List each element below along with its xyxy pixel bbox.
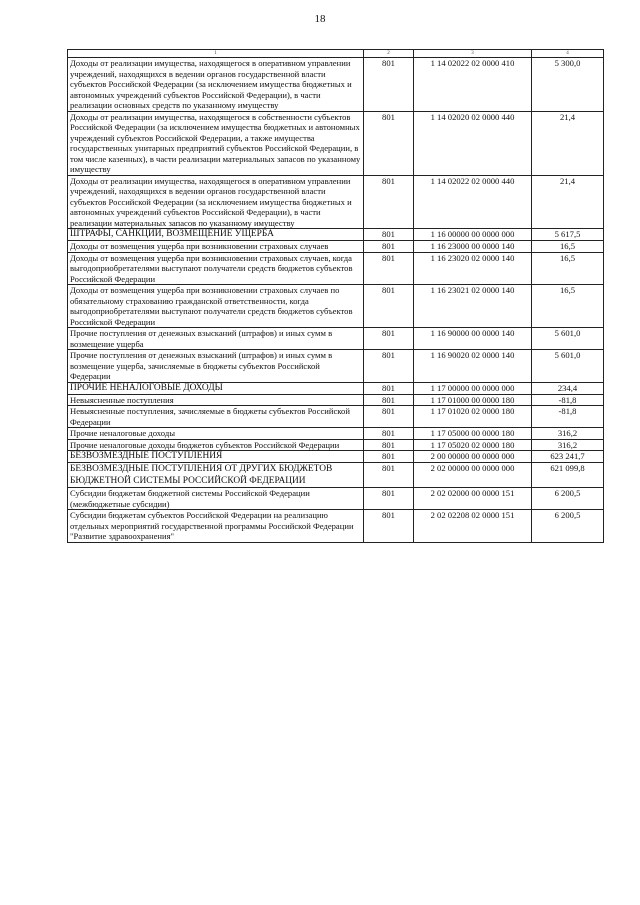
row-admin-code-cell: 801 <box>364 229 414 241</box>
table-row <box>68 451 604 463</box>
column-number-4: 4 <box>532 50 604 58</box>
table-row <box>68 382 604 394</box>
row-budget-code-cell: 2 02 02000 00 0000 151 <box>414 488 532 510</box>
row-name-cell: Прочие неналоговые доходы <box>68 428 364 440</box>
table-row <box>68 510 604 543</box>
row-admin-code-cell: 801 <box>364 350 414 383</box>
table-row <box>68 111 604 175</box>
row-name-cell: Невыясненные поступления <box>68 394 364 406</box>
row-amount-cell: 21,4 <box>532 111 604 175</box>
row-budget-code-cell: 1 16 90020 02 0000 140 <box>414 350 532 383</box>
row-name-cell: Доходы от возмещения ущерба при возникновении страховых случаев по обязательному страхованию гражданской ответственности, когда выгодоприобретателями выступают получатели средств бюджетов субъектов Российской Федерации <box>68 285 364 328</box>
row-name-cell: Доходы от возмещения ущерба при возникновении страховых случаев <box>68 241 364 253</box>
row-name-cell: Субсидии бюджетам субъектов Российской Федерации на реализацию отдельных мероприятий государственной программы Российской Федерации "Развитие здравоохранения" <box>68 510 364 543</box>
row-budget-code-cell: 1 14 02020 02 0000 440 <box>414 111 532 175</box>
row-admin-code-cell: 801 <box>364 488 414 510</box>
row-budget-code-cell: 1 14 02022 02 0000 440 <box>414 175 532 229</box>
row-budget-code-cell: 1 16 90000 00 0000 140 <box>414 328 532 350</box>
row-budget-code-cell: 1 17 01020 02 0000 180 <box>414 406 532 428</box>
row-admin-code-cell: 801 <box>364 111 414 175</box>
row-budget-code-cell: 1 16 23020 02 0000 140 <box>414 252 532 285</box>
row-name-cell: ШТРАФЫ, САНКЦИИ, ВОЗМЕЩЕНИЕ УЩЕРБА <box>68 229 364 241</box>
table-row <box>68 439 604 451</box>
row-name-cell: Прочие неналоговые доходы бюджетов субъектов Российской Федерации <box>68 439 364 451</box>
table-row <box>68 328 604 350</box>
row-budget-code-cell: 1 14 02022 02 0000 410 <box>414 58 532 112</box>
row-amount-cell: 316,2 <box>532 439 604 451</box>
row-amount-cell: 5 617,5 <box>532 229 604 241</box>
row-amount-cell: 234,4 <box>532 382 604 394</box>
row-amount-cell: 6 200,5 <box>532 488 604 510</box>
row-amount-cell: 5 601,0 <box>532 350 604 383</box>
row-admin-code-cell: 801 <box>364 328 414 350</box>
row-budget-code-cell: 1 16 00000 00 0000 000 <box>414 229 532 241</box>
row-amount-cell: 6 200,5 <box>532 510 604 543</box>
table-row <box>68 463 604 488</box>
column-number-2: 2 <box>364 50 414 58</box>
row-budget-code-cell: 1 16 23000 00 0000 140 <box>414 241 532 253</box>
row-name-cell: Доходы от реализации имущества, находящегося в оперативном управлении учреждений, находящихся в ведении органов государственной власти субъектов Российской Федерации (за исключением имущества бюджетных и автономных учреждений субъектов Российской Федерации), в части реализации основных средств по указанному имуществу <box>68 58 364 112</box>
table-row <box>68 229 604 241</box>
row-name-cell: Прочие поступления от денежных взысканий (штрафов) и иных сумм в возмещение ущерба, зачисляемые в бюджеты субъектов Российской Федерации <box>68 350 364 383</box>
row-amount-cell: -81,8 <box>532 406 604 428</box>
row-name-cell: Субсидии бюджетам бюджетной системы Российской Федерации (межбюджетные субсидии) <box>68 488 364 510</box>
table-row <box>68 406 604 428</box>
revenue-table <box>67 49 604 543</box>
row-amount-cell: -81,8 <box>532 394 604 406</box>
column-number-row <box>68 50 604 58</box>
row-name-cell: Прочие поступления от денежных взысканий (штрафов) и иных сумм в возмещение ущерба <box>68 328 364 350</box>
table-row <box>68 175 604 229</box>
row-budget-code-cell: 1 17 05000 00 0000 180 <box>414 428 532 440</box>
row-budget-code-cell: 2 02 02208 02 0000 151 <box>414 510 532 543</box>
table-row <box>68 241 604 253</box>
row-admin-code-cell: 801 <box>364 175 414 229</box>
row-budget-code-cell: 2 02 00000 00 0000 000 <box>414 463 532 488</box>
row-admin-code-cell: 801 <box>364 406 414 428</box>
row-amount-cell: 16,5 <box>532 241 604 253</box>
row-admin-code-cell: 801 <box>364 241 414 253</box>
table-row <box>68 285 604 328</box>
row-admin-code-cell: 801 <box>364 58 414 112</box>
row-amount-cell: 5 300,0 <box>532 58 604 112</box>
table-row <box>68 252 604 285</box>
row-admin-code-cell: 801 <box>364 394 414 406</box>
column-number-1: 1 <box>68 50 364 58</box>
table-row <box>68 488 604 510</box>
page-number: 18 <box>314 13 326 25</box>
row-budget-code-cell: 1 16 23021 02 0000 140 <box>414 285 532 328</box>
row-amount-cell: 16,5 <box>532 252 604 285</box>
row-amount-cell: 16,5 <box>532 285 604 328</box>
row-admin-code-cell: 801 <box>364 451 414 463</box>
table-row <box>68 350 604 383</box>
row-amount-cell: 21,4 <box>532 175 604 229</box>
table-row <box>68 394 604 406</box>
column-number-3: 3 <box>414 50 532 58</box>
row-budget-code-cell: 2 00 00000 00 0000 000 <box>414 451 532 463</box>
row-amount-cell: 316,2 <box>532 428 604 440</box>
row-name-cell: Невыясненные поступления, зачисляемые в бюджеты субъектов Российской Федерации <box>68 406 364 428</box>
row-name-cell: Доходы от реализации имущества, находящегося в оперативном управлении учреждений, находящихся в ведении органов государственной власти субъектов Российской Федерации (за исключением имущества бюджетных и автономных учреждений субъектов Российской Федерации), в части реализации материальных запасов по указанному имуществу <box>68 175 364 229</box>
table-row <box>68 58 604 112</box>
row-admin-code-cell: 801 <box>364 463 414 488</box>
row-name-cell: ПРОЧИЕ НЕНАЛОГОВЫЕ ДОХОДЫ <box>68 382 364 394</box>
row-name-cell: БЕЗВОЗМЕЗДНЫЕ ПОСТУПЛЕНИЯ ОТ ДРУГИХ БЮДЖЕТОВ БЮДЖЕТНОЙ СИСТЕМЫ РОССИЙСКОЙ ФЕДЕРАЦИИ <box>68 463 364 488</box>
table-row <box>68 428 604 440</box>
row-amount-cell: 621 099,8 <box>532 463 604 488</box>
row-amount-cell: 623 241,7 <box>532 451 604 463</box>
row-amount-cell: 5 601,0 <box>532 328 604 350</box>
row-name-cell: БЕЗВОЗМЕЗДНЫЕ ПОСТУПЛЕНИЯ <box>68 451 364 463</box>
row-name-cell: Доходы от реализации имущества, находящегося в собственности субъектов Российской Федерации (за исключением имущества бюджетных и автономных учреждений субъектов Российской Федерации, а также имущества государственных унитарных предприятий субъектов Российской Федерации, в том числе казенных), в части реализации материальных запасов по указанному имуществу <box>68 111 364 175</box>
row-admin-code-cell: 801 <box>364 510 414 543</box>
row-admin-code-cell: 801 <box>364 252 414 285</box>
row-admin-code-cell: 801 <box>364 382 414 394</box>
row-budget-code-cell: 1 17 00000 00 0000 000 <box>414 382 532 394</box>
row-name-cell: Доходы от возмещения ущерба при возникновении страховых случаев, когда выгодоприобретателями выступают получатели средств бюджетов субъектов Российской Федерации <box>68 252 364 285</box>
row-admin-code-cell: 801 <box>364 428 414 440</box>
row-budget-code-cell: 1 17 01000 00 0000 180 <box>414 394 532 406</box>
row-budget-code-cell: 1 17 05020 02 0000 180 <box>414 439 532 451</box>
row-admin-code-cell: 801 <box>364 439 414 451</box>
revenue-table-body <box>68 50 604 543</box>
row-admin-code-cell: 801 <box>364 285 414 328</box>
